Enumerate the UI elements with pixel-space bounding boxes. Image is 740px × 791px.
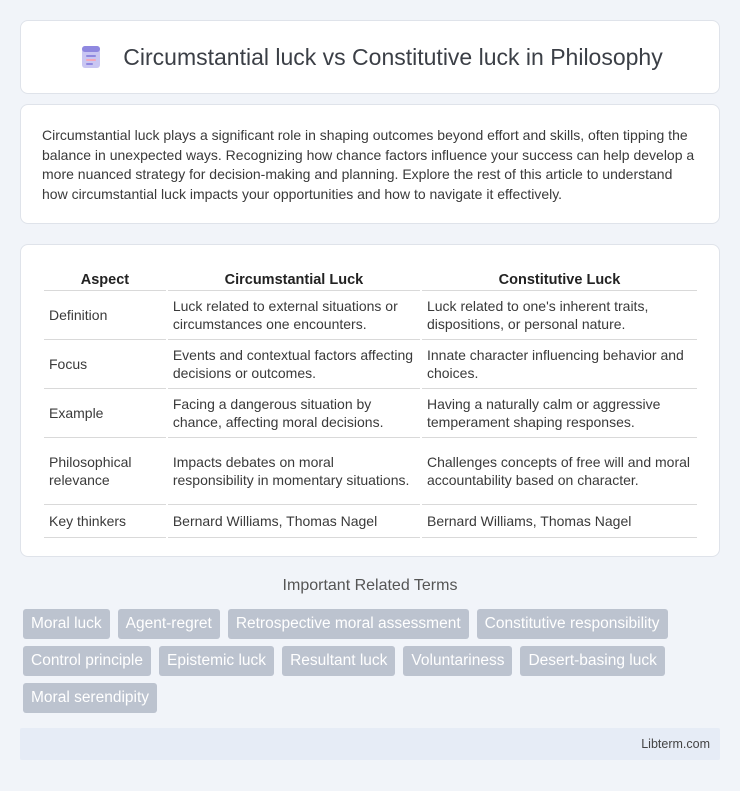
footer [20, 728, 720, 760]
cell-circumstantial: Events and contextual factors affecting decisions or outcomes. [168, 340, 420, 389]
page-title: Circumstantial luck vs Constitutive luck in Philosophy [123, 43, 663, 70]
comparison-table-card [20, 244, 720, 557]
header-constitutive: Constitutive Luck [422, 266, 697, 291]
footer-site-link[interactable]: Libterm.com [641, 737, 710, 751]
cell-constitutive: Having a naturally calm or aggressive temperament shaping responses. [422, 389, 697, 438]
intro-card [20, 104, 720, 224]
table-row [44, 340, 697, 389]
cell-aspect: Example [44, 389, 166, 438]
cell-aspect: Key thinkers [44, 505, 166, 538]
tag-agent-regret[interactable]: Agent-regret [118, 609, 220, 639]
cell-circumstantial: Bernard Williams, Thomas Nagel [168, 505, 420, 538]
comparison-table [42, 266, 699, 538]
cell-aspect: Definition [44, 291, 166, 340]
tag-resultant-luck[interactable]: Resultant luck [282, 646, 395, 676]
tag-moral-luck[interactable]: Moral luck [23, 609, 110, 639]
tag-desert-basing-luck[interactable]: Desert-basing luck [520, 646, 664, 676]
table-row [44, 291, 697, 340]
tag-constitutive-responsibility[interactable]: Constitutive responsibility [477, 609, 668, 639]
cell-circumstantial: Impacts debates on moral responsibility in momentary situations. [168, 438, 420, 505]
tag-moral-serendipity[interactable]: Moral serendipity [23, 683, 157, 713]
cell-constitutive: Innate character influencing behavior and choices. [422, 340, 697, 389]
header-card [20, 20, 720, 94]
tag-voluntariness[interactable]: Voluntariness [403, 646, 512, 676]
cell-aspect: Focus [44, 340, 166, 389]
title-wrap [77, 43, 662, 71]
cell-aspect: Philosophical relevance [44, 438, 166, 505]
cell-circumstantial: Facing a dangerous situation by chance, affecting moral decisions. [168, 389, 420, 438]
header-circumstantial: Circumstantial Luck [168, 266, 420, 291]
cell-constitutive: Luck related to one's inherent traits, dispositions, or personal nature. [422, 291, 697, 340]
table-row [44, 438, 697, 505]
tag-epistemic-luck[interactable]: Epistemic luck [159, 646, 274, 676]
header-aspect: Aspect [44, 266, 166, 291]
table-row [44, 505, 697, 538]
tag-retrospective-moral-assessment[interactable]: Retrospective moral assessment [228, 609, 469, 639]
table-row [44, 389, 697, 438]
intro-paragraph: Circumstantial luck plays a significant role in shaping outcomes beyond effort and skills, often tipping the balance in unexpected ways. Recognizing how chance factors influence your success can help develop a more nuanced strategy for decision-making and planning. Explore the rest of this article to understand how circumstantial luck impacts your opportunities and how to navigate it effectively. [42, 127, 695, 202]
tag-control-principle[interactable]: Control principle [23, 646, 151, 676]
document-icon [77, 43, 105, 71]
table-header-row [44, 266, 697, 291]
cell-circumstantial: Luck related to external situations or circumstances one encounters. [168, 291, 420, 340]
related-terms-list [23, 609, 703, 713]
related-terms-title: Important Related Terms [282, 577, 458, 594]
cell-constitutive: Bernard Williams, Thomas Nagel [422, 505, 697, 538]
cell-constitutive: Challenges concepts of free will and moral accountability based on character. [422, 438, 697, 505]
